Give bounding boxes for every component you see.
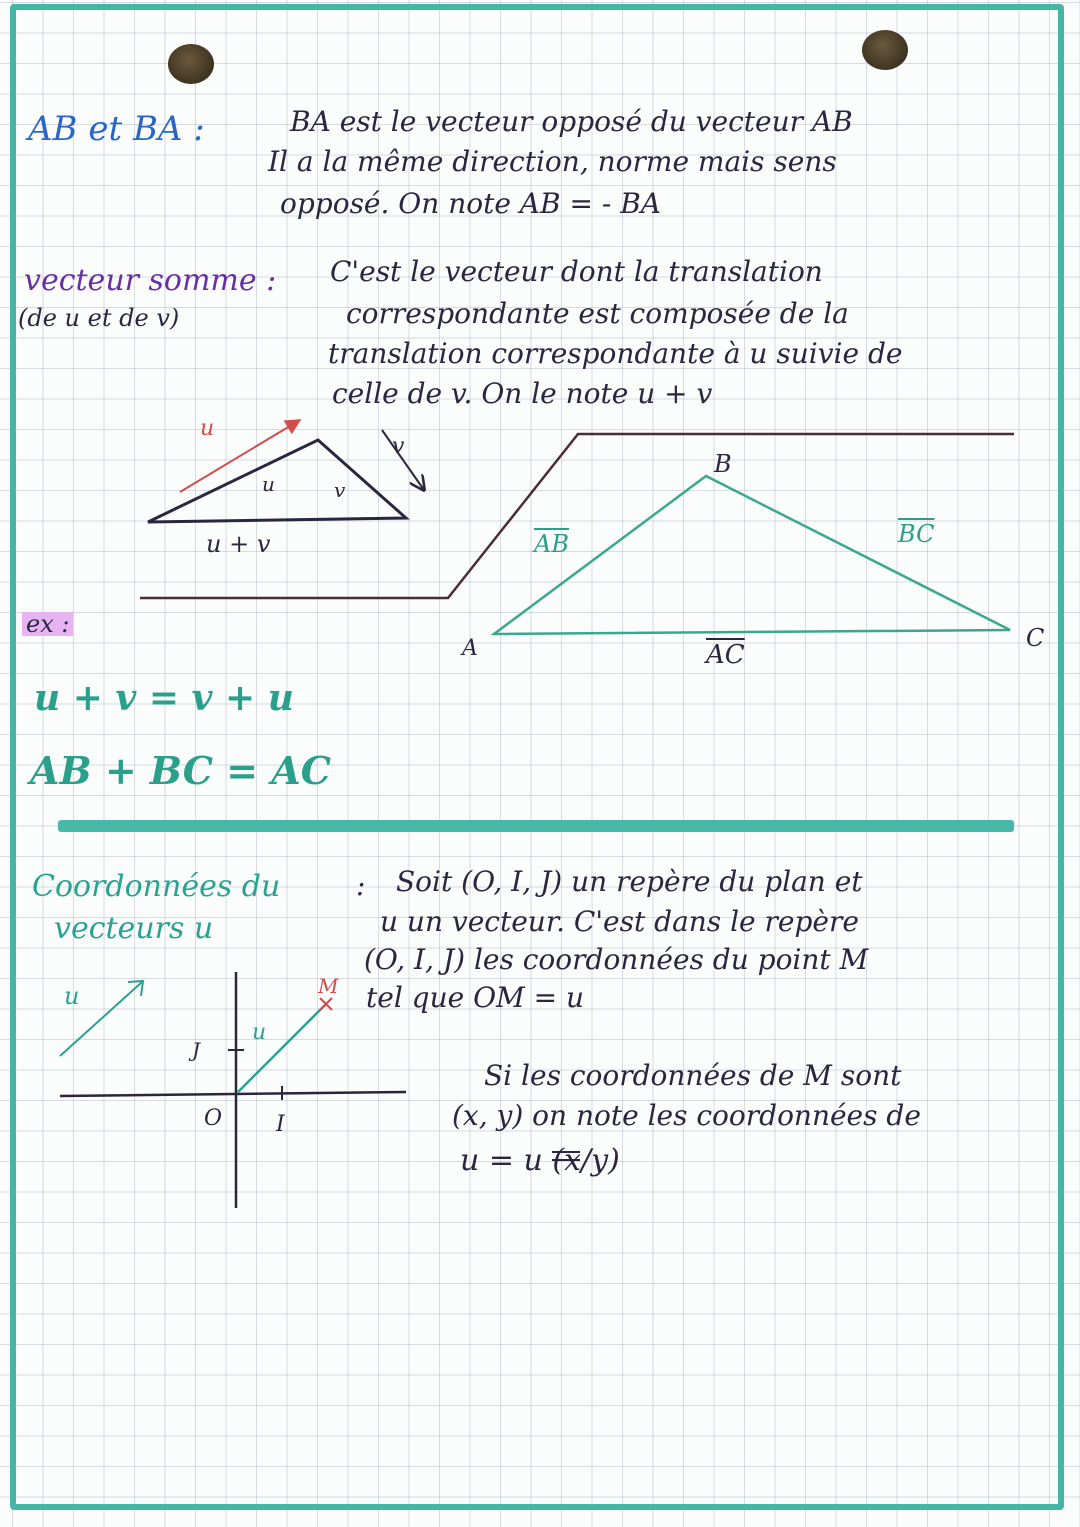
section3-colon: :	[356, 869, 366, 902]
section2-subheading: (de u et de v)	[18, 304, 180, 332]
vector-ac-label: $\overline{AC}$	[706, 640, 745, 670]
section2-line-3: translation correspondante à u suivie de	[328, 337, 903, 370]
section3-note-line-1: Si les coordonnées de M sont	[484, 1059, 902, 1092]
section3-line-4: tel que OM = u	[366, 981, 585, 1014]
graph-i-label: I	[276, 1112, 285, 1137]
sum-triangle	[148, 440, 406, 522]
x-axis	[60, 1092, 406, 1096]
point-a-label: A	[462, 636, 478, 661]
section3-line-3: (O, I, J) les coordonnées du point M	[364, 943, 869, 976]
graph-j-label: J	[192, 1038, 201, 1062]
label-u-inside: u	[262, 472, 275, 496]
label-v-arrow: v	[392, 434, 405, 459]
section3-line-1: Soit (O, I, J) un repère du plan et	[396, 865, 863, 898]
example-equation-1: u + v = v + u	[34, 677, 294, 719]
section3-note-line-2: (x, y) on note les coordonnées de	[452, 1099, 921, 1132]
label-u-plus-v: u + v	[206, 530, 271, 558]
section2-heading: vecteur somme :	[24, 263, 277, 298]
section2-line-1: C'est le vecteur dont la translation	[330, 255, 823, 288]
section-divider	[58, 820, 1014, 832]
section3-heading-line-1: Coordonnées du	[32, 869, 281, 904]
section1-line-3: opposé. On note AB = - BA	[280, 187, 662, 220]
graph-u-label: u	[252, 1020, 267, 1045]
example-label: ex :	[22, 612, 73, 636]
vector-bc-label: $\overline{BC}$	[898, 520, 935, 548]
section1-line-2: Il a la même direction, norme mais sens	[268, 145, 837, 178]
point-c-label: C	[1026, 624, 1045, 652]
point-m-cross	[320, 998, 332, 1010]
triangle-abc	[494, 476, 1010, 634]
graph-m-label: M	[318, 974, 339, 998]
section3-heading-line-2: vecteurs u	[54, 911, 214, 946]
section2-line-2: correspondante est composée de la	[346, 297, 849, 330]
section3-line-2: u un vecteur. C'est dans le repère	[380, 905, 859, 938]
label-v-inside: v	[334, 478, 346, 502]
section1-heading: AB et BA :	[28, 109, 205, 149]
section1-line-1: BA est le vecteur opposé du vecteur AB	[290, 105, 853, 138]
example-equation-2: AB + BC = AC	[30, 748, 331, 793]
graph-u-sample-label: u	[64, 982, 80, 1010]
section2-line-4: celle de v. On le note u + v	[332, 377, 713, 410]
section3-note-line-3: u = u (x/y)	[460, 1143, 620, 1178]
point-b-label: B	[714, 450, 732, 478]
vector-om	[238, 1004, 326, 1092]
graph-o-label: O	[204, 1106, 223, 1131]
label-u-red: u	[200, 416, 215, 441]
vector-ab-label: $\overline{AB}$	[534, 530, 569, 558]
